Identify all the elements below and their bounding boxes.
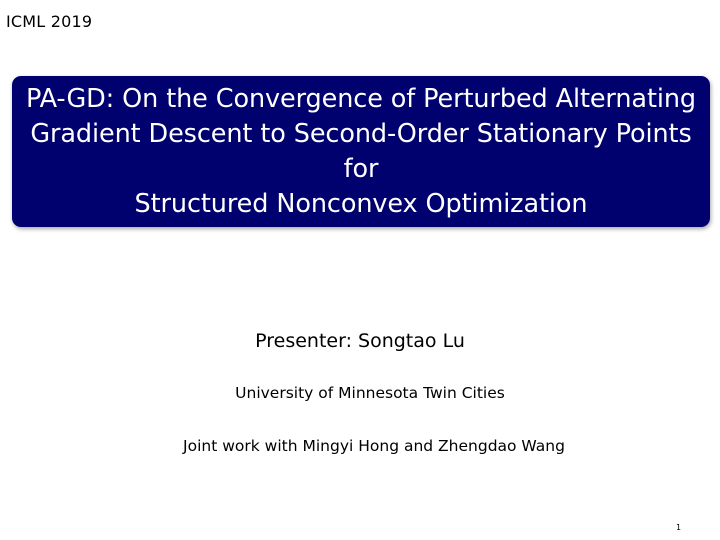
affiliation-line: University of Minnesota Twin Cities	[235, 384, 505, 402]
page-number: 1	[676, 523, 682, 532]
slide-title	[21, 82, 701, 222]
title-box	[12, 76, 710, 227]
title-line-2: Gradient Descent to Second-Order Stationary Points for	[30, 118, 692, 184]
joint-work-line: Joint work with Mingyi Hong and Zhengdao Wang	[183, 437, 565, 455]
title-line-3: Structured Nonconvex Optimization	[134, 188, 588, 219]
conference-label: ICML 2019	[6, 12, 93, 31]
presenter-line: Presenter: Songtao Lu	[255, 330, 465, 352]
title-line-1: PA-GD: On the Convergence of Perturbed Alternating	[26, 83, 696, 114]
